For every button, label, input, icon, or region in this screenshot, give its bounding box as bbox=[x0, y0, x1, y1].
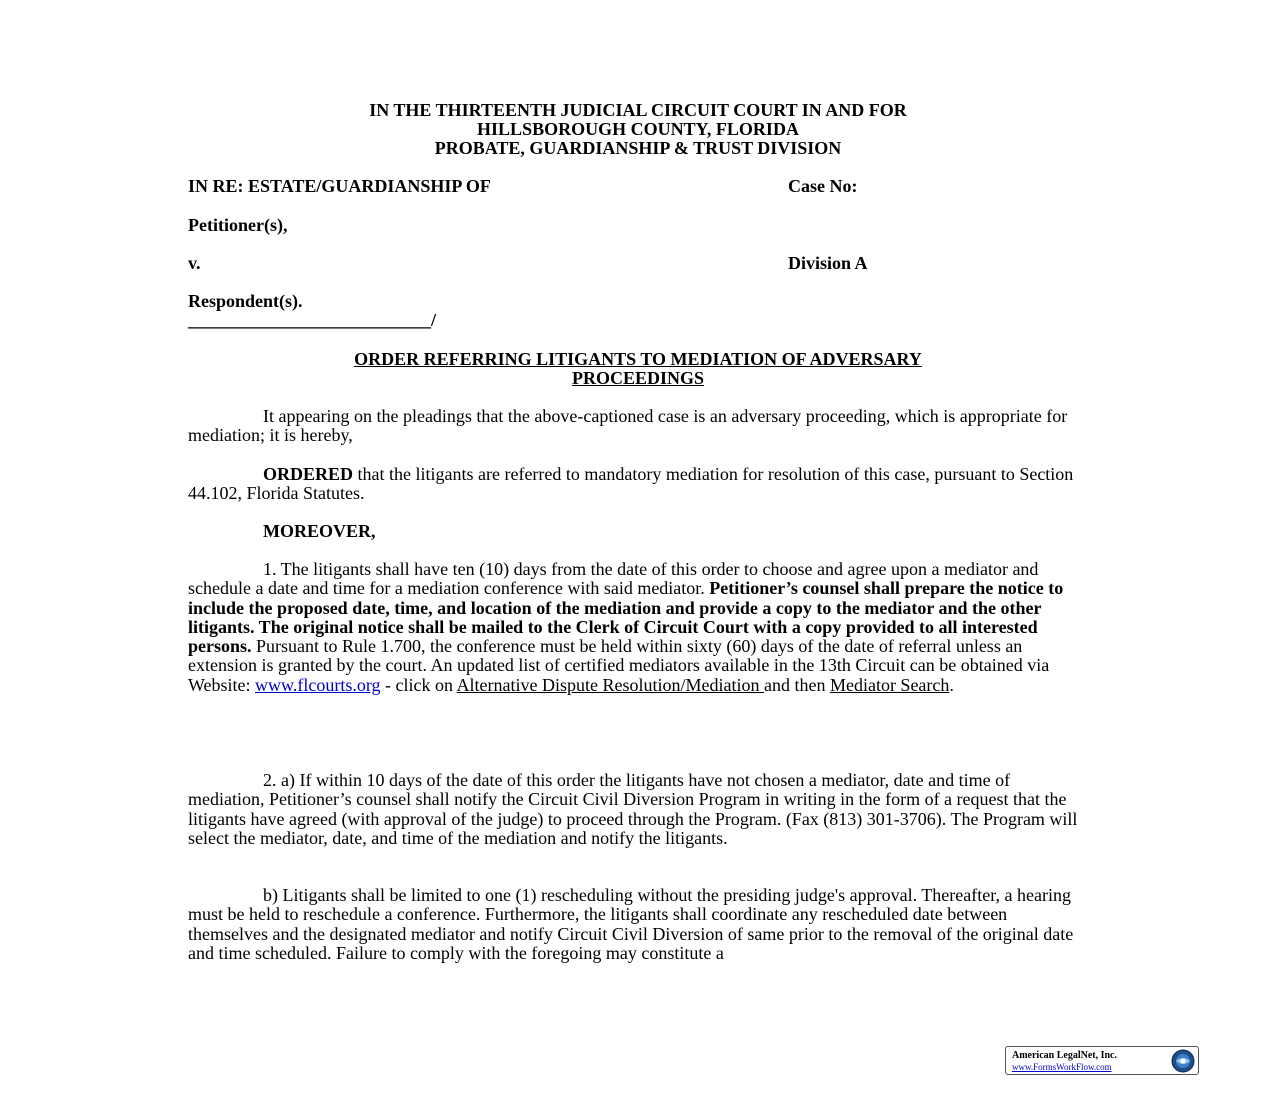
adr-mediation-text: Alternative Dispute Resolution/Mediation bbox=[456, 674, 764, 695]
ordered-keyword: ORDERED bbox=[263, 464, 354, 484]
paragraph-one-bold: Petitioner’s counsel shall prepare the notice to include the proposed date, time, and location of the mediation and provide a copy to the mediator and the other litigants. The original notice shall be mailed to the Clerk of Circuit Court with a copy provided to all interested persons. bbox=[188, 578, 1064, 657]
paragraph-one-rule: Pursuant to Rule 1.700, the conference must be held within sixty (60) days of the date of referral unless an extension is granted by the court. An updated list of certified mediators available in the 13th Circuit can be obtained via Website: bbox=[188, 636, 1050, 695]
heading-line-2: HILLSBOROUGH COUNTY, FLORIDA bbox=[477, 119, 799, 139]
court-heading bbox=[188, 101, 1088, 158]
and-then-text: and then bbox=[763, 674, 830, 695]
mediator-search-text: Mediator Search bbox=[829, 674, 950, 695]
badge-url[interactable]: www.FormsWorkFlow.com bbox=[1012, 1062, 1112, 1072]
paragraph-two-a bbox=[188, 771, 1088, 848]
order-title-line-2: PROCEEDINGS bbox=[571, 368, 705, 388]
paragraph-one-end: . bbox=[949, 674, 954, 695]
paragraph-two-a-text: 2. a) If within 10 days of the date of this order the litigants have not chosen a mediator, date and time of mediation, Petitioner’s counsel shall notify the Circuit Civil Diversion Program in writing in the form of a request that the litigants have agreed (with approval of the judge) to proceed through the Program. (Fax (813) 301-3706). The Program will select the mediator, date, and time of the mediation and notify the litigants. bbox=[188, 770, 1078, 848]
in-re-label: IN RE: ESTATE/GUARDIANSHIP OF bbox=[188, 176, 491, 196]
versus-label: v. bbox=[188, 253, 201, 273]
case-no-label: Case No: bbox=[788, 176, 858, 196]
paragraph-ordered bbox=[188, 465, 1088, 504]
paragraph-one-intro: 1. The litigants shall have ten (10) days from the date of this order to choose and agree upon a mediator and schedule a date and time for a mediation conference with said mediator. bbox=[188, 559, 1039, 599]
ordered-text: that the litigants are referred to mandatory mediation for resolution of this case, pursuant to Section 44.102, Florida Statutes. bbox=[188, 464, 1074, 504]
paragraph-appearing bbox=[188, 407, 1088, 446]
order-title bbox=[188, 350, 1088, 388]
american-legalnet-badge[interactable] bbox=[1005, 1046, 1199, 1075]
paragraph-one bbox=[188, 560, 1088, 695]
globe-logo-icon bbox=[1171, 1049, 1195, 1073]
paragraph-appearing-text: It appearing on the pleadings that the above-captioned case is an adversary proceeding, which is appropriate for mediation; it is hereby, bbox=[188, 406, 1068, 446]
respondent-label: Respondent(s). bbox=[188, 291, 303, 311]
paragraph-moreover bbox=[188, 522, 1088, 541]
flcourts-link[interactable]: www.flcourts.org bbox=[255, 674, 381, 695]
paragraph-two-b bbox=[188, 886, 1088, 963]
heading-line-3: PROBATE, GUARDIANSHIP & TRUST DIVISION bbox=[434, 138, 842, 158]
caption-underline: ___________________________/ bbox=[188, 310, 437, 330]
paragraph-two-b-text: b) Litigants shall be limited to one (1) rescheduling without the presiding judge's approval. Thereafter, a hearing must be held to reschedule a conference. Furthermore, the litigants shall coordinate any rescheduled date between themselves and the designated mediator and notify Circuit Civil Diversion of same prior to the removal of the original date and time scheduled. Failure to comply with the foregoing may constitute a bbox=[188, 885, 1074, 963]
moreover-text: MOREOVER, bbox=[263, 521, 376, 541]
badge-company-name: American LegalNet, Inc. bbox=[1012, 1050, 1117, 1061]
petitioner-label: Petitioner(s), bbox=[188, 215, 288, 235]
heading-line-1: IN THE THIRTEENTH JUDICIAL CIRCUIT COURT IN AND FOR bbox=[369, 100, 907, 120]
click-on-text: - click on bbox=[380, 674, 457, 695]
division-label: Division A bbox=[788, 253, 868, 273]
order-title-line-1: ORDER REFERRING LITIGANTS TO MEDIATION OF ADVERSARY bbox=[354, 349, 922, 369]
